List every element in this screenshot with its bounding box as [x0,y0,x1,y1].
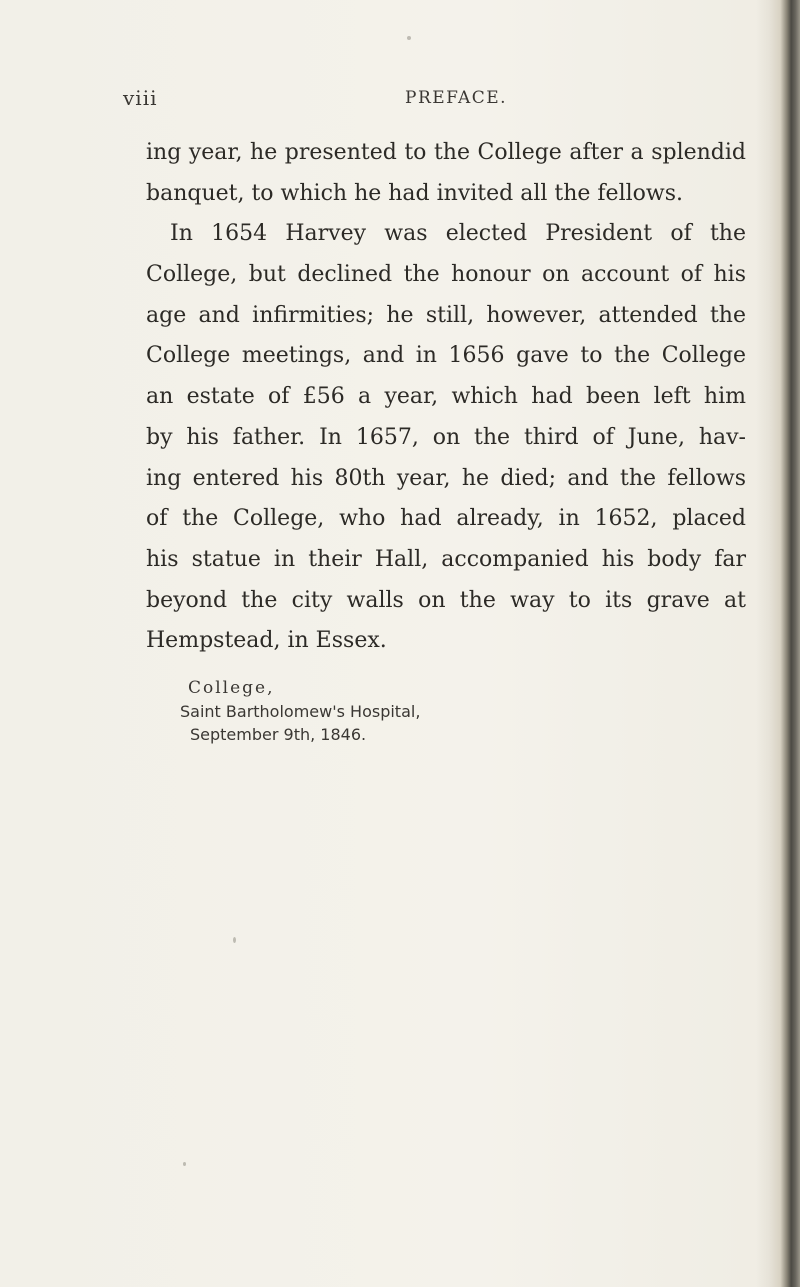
text-line: beyond the city walls on the way to its grave at [146,587,746,613]
text-line: age and infirmities; he still, however, attended the [146,302,746,328]
page-edge-shadow [756,0,800,1287]
running-title: PREFACE. [405,88,508,108]
text-line: of the College, who had already, in 1652, placed [146,506,746,532]
text-line: ing entered his 80th year, he died; and the fellows [146,465,746,491]
text-line: his statue in their Hall, accompanied his body far [146,546,746,572]
signature-hospital: Saint Bartholomew's Hospital, [180,702,421,721]
signature-college: College, [188,678,275,698]
text-line: College meetings, and in 1656 gave to the College [146,343,746,369]
text-line: In 1654 Harvey was elected President of the [170,221,746,247]
paper-speck [407,36,411,40]
text-line: banquet, to which he had invited all the fellows. [146,180,684,206]
text-line: an estate of £56 a year, which had been left him [146,384,746,410]
body-paragraph [146,133,746,662]
text-line: College, but declined the honour on account of his [146,262,746,288]
signature-date: September 9th, 1846. [190,725,367,744]
text-line: ing year, he presented to the College after a splendid [146,140,746,165]
paper-speck [233,937,236,943]
text-line: by his father. In 1657, on the third of June, hav- [146,424,746,450]
page-header [123,86,703,116]
text-line: Hempstead, in Essex. [146,628,387,654]
page-number: viii [123,86,158,110]
paper-speck [183,1162,186,1166]
signature-block [180,676,580,746]
